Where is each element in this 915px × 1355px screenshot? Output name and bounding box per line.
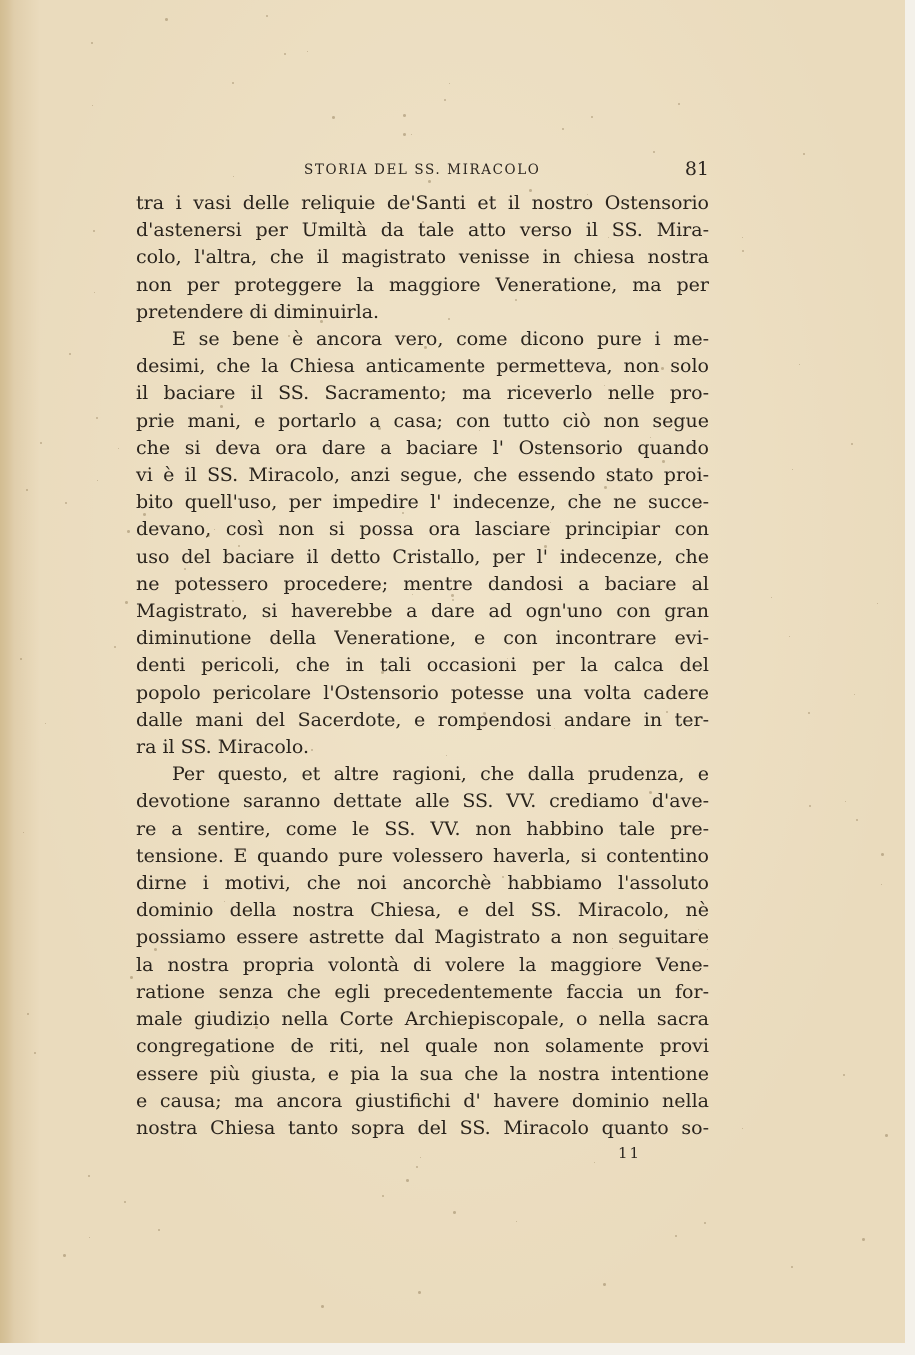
- paper-speck: [845, 801, 846, 802]
- paper-speck: [225, 995, 226, 996]
- paper-speck: [422, 221, 424, 223]
- paper-speck: [69, 353, 71, 355]
- paper-speck: [93, 230, 95, 232]
- paper-speck: [311, 749, 313, 751]
- paper-speck: [643, 858, 644, 859]
- paper-speck: [856, 819, 858, 821]
- paper-speck: [92, 105, 93, 106]
- paper-speck: [851, 443, 853, 445]
- text-line: diminutione della Veneratione, e con incontrare evi-: [136, 627, 709, 650]
- paper-speck: [377, 390, 380, 393]
- paper-speck: [118, 448, 119, 449]
- text-line: desimi, che la Chiesa anticamente permetteva, non solo: [136, 355, 709, 378]
- paper-speck: [704, 1222, 706, 1224]
- paper-speck: [114, 646, 116, 648]
- paper-speck: [289, 827, 290, 828]
- paragraph: [136, 761, 709, 1142]
- paper-speck: [516, 1221, 517, 1222]
- paper-speck: [662, 460, 665, 463]
- paper-speck: [233, 176, 234, 177]
- paper-speck: [97, 480, 98, 481]
- paper-speck: [881, 884, 882, 885]
- paper-speck: [143, 513, 146, 516]
- paper-speck: [154, 948, 157, 951]
- paper-speck: [604, 486, 607, 489]
- paper-speck: [23, 832, 24, 833]
- paper-speck: [222, 991, 223, 992]
- text-line: tra i vasi delle reliquie de'Santi et il nostro Ostensorio: [136, 192, 709, 214]
- paper-speck: [65, 502, 67, 504]
- paper-speck: [402, 512, 404, 514]
- text-line: non per proteggere la maggiore Veneratione, ma per: [136, 273, 709, 296]
- paper-speck: [403, 114, 406, 117]
- paper-speck: [332, 116, 335, 119]
- paper-speck: [692, 479, 694, 481]
- paper-speck: [125, 601, 128, 604]
- paper-speck: [96, 417, 98, 419]
- text-line: tensione. E quando pure volessero haverla, si contentino: [136, 844, 709, 867]
- text-line: d'astenersi per Umiltà da tale atto verso il SS. Mira-: [136, 219, 709, 242]
- paper-speck: [809, 805, 811, 807]
- paper-speck: [544, 545, 547, 548]
- paper-speck: [27, 1013, 29, 1015]
- paper-speck: [260, 480, 261, 481]
- paper-speck: [650, 437, 651, 438]
- paper-speck: [678, 103, 680, 105]
- paper-speck: [220, 405, 223, 408]
- page-number: 81: [684, 158, 709, 180]
- paper-speck: [495, 451, 496, 452]
- text-line: che si deva ora dare a baciare l' Ostensorio quando: [136, 436, 709, 459]
- text-line: la nostra propria volontà di volere la maggiore Vene-: [136, 953, 709, 976]
- running-header: [136, 158, 709, 184]
- paper-speck: [94, 292, 95, 293]
- paper-speck: [562, 128, 564, 130]
- paper-speck: [266, 15, 268, 17]
- paper-speck: [665, 617, 667, 619]
- paper-speck: [742, 237, 743, 238]
- paper-speck: [26, 489, 28, 491]
- text-line: prie mani, e portarlo a casa; con tutto ciò non segue: [136, 409, 709, 432]
- running-title: STORIA DEL SS. MIRACOLO: [304, 162, 541, 178]
- text-line: dirne i motivi, che noi ancorchè habbiamo l'assoluto: [136, 872, 709, 895]
- text-line: nostra Chiesa tanto sopra del SS. Miracolo quanto so-: [136, 1116, 709, 1139]
- text-line: pretendere di diminuirla.: [136, 300, 380, 323]
- paper-speck: [803, 153, 805, 155]
- paper-speck: [89, 1237, 90, 1238]
- paper-speck: [653, 151, 655, 153]
- paper-speck: [453, 1211, 456, 1214]
- paper-speck: [502, 876, 504, 878]
- paper-speck: [603, 1283, 606, 1286]
- text-line: dominio della nostra Chiesa, e del SS. Miracolo, nè: [136, 899, 709, 922]
- paper-speck: [843, 1074, 845, 1076]
- text-line: colo, l'altra, che il magistrato venisse in chiesa nostra: [136, 246, 709, 269]
- paper-speck: [862, 1238, 865, 1241]
- paper-speck: [288, 335, 290, 337]
- paper-speck: [771, 597, 772, 598]
- scan-right-margin: [905, 0, 915, 1355]
- text-line: denti pericoli, che in tali occasioni per la calca del: [136, 654, 709, 677]
- paper-speck: [406, 1179, 409, 1182]
- paper-speck: [420, 696, 423, 699]
- text-line: re a sentire, come le SS. VV. non habbino tale pre-: [136, 817, 709, 840]
- paper-speck: [629, 1025, 630, 1026]
- text-line: ne potessero procedere; mentre dandosi a baciare al: [136, 572, 709, 595]
- paper-speck: [165, 18, 168, 21]
- paper-speck: [378, 427, 381, 430]
- paper-speck: [446, 755, 447, 756]
- paper-speck: [554, 728, 555, 729]
- text-line: E se bene è ancora vero, come dicono pure i me-: [172, 328, 709, 351]
- paper-speck: [63, 1254, 66, 1257]
- scan-bottom-margin: [0, 1343, 915, 1355]
- paper-speck: [449, 83, 450, 84]
- paper-speck: [284, 53, 286, 55]
- paper-speck: [608, 237, 609, 238]
- paper-speck: [673, 1047, 675, 1049]
- paper-speck: [594, 1162, 595, 1163]
- paper-speck: [507, 658, 508, 659]
- paper-speck: [483, 712, 486, 715]
- paper-speck: [224, 901, 225, 902]
- paper-speck: [242, 827, 244, 829]
- paper-speck: [742, 1128, 743, 1129]
- text-line: popolo pericolare l'Ostensorio potesse una volta cadere: [136, 681, 709, 704]
- paper-speck: [529, 189, 532, 192]
- paper-speck: [448, 318, 450, 320]
- paper-speck: [789, 636, 790, 637]
- text-line: il baciare il SS. Sacramento; ma riceverlo nelle pro-: [136, 382, 709, 405]
- paper-speck: [378, 913, 380, 915]
- paper-speck: [698, 929, 699, 930]
- text-line: Per questo, et altre ragioni, che dalla prudenza, e: [172, 763, 709, 786]
- text-line: vi è il SS. Miracolo, anzi segue, che essendo stato proi-: [136, 464, 709, 487]
- paper-speck: [707, 949, 708, 950]
- paper-speck: [550, 522, 551, 523]
- text-line: uso del baciare il detto Cristallo, per l' indecenze, che: [136, 545, 709, 568]
- signature-mark: 11: [618, 1144, 642, 1162]
- text-line: Magistrato, si haverebbe a dare ad ogn'uno con gran: [136, 600, 709, 623]
- paper-speck: [666, 711, 668, 713]
- paper-speck: [214, 529, 215, 530]
- paper-speck: [452, 599, 454, 601]
- paper-speck: [661, 367, 664, 370]
- paper-speck: [255, 1026, 258, 1029]
- paper-speck: [792, 469, 793, 470]
- paper-speck: [358, 257, 360, 259]
- paper-speck: [321, 1305, 324, 1308]
- paper-speck: [416, 1166, 418, 1168]
- paper-speck: [591, 116, 593, 118]
- paper-speck: [444, 99, 446, 101]
- paper-speck: [451, 594, 454, 597]
- paper-speck: [411, 134, 412, 135]
- paper-speck: [885, 1134, 888, 1137]
- paper-speck: [479, 430, 480, 431]
- paper-speck: [238, 545, 240, 547]
- paper-speck: [420, 1157, 421, 1158]
- paper-speck: [515, 299, 517, 301]
- paper-speck: [428, 180, 431, 183]
- paper-speck: [412, 594, 413, 595]
- paper-speck: [20, 658, 22, 660]
- text-line: possiamo essere astrette dal Magistrato a non seguitare: [136, 926, 709, 949]
- paper-speck: [124, 1201, 126, 1203]
- paper-speck: [207, 534, 210, 537]
- paper-speck: [307, 51, 308, 52]
- paper-speck: [670, 860, 672, 862]
- text-line: devano, così non si possa ora lasciare principiar con: [136, 518, 709, 541]
- paper-speck: [424, 346, 427, 349]
- paper-speck: [145, 209, 146, 210]
- paper-speck: [881, 853, 884, 856]
- paper-speck: [604, 385, 605, 386]
- text-line: e causa; ma ancora giustifichi d' havere dominio nella: [136, 1089, 709, 1112]
- paper-speck: [320, 320, 323, 323]
- text-line: congregatione de riti, nel quale non solamente provi: [136, 1035, 709, 1058]
- paper-speck: [127, 530, 130, 533]
- paper-speck: [34, 1052, 36, 1054]
- text-line: ratione senza che egli precedentemente faccia un for-: [136, 980, 709, 1003]
- text-line: ra il SS. Miracolo.: [136, 736, 309, 759]
- paper-speck: [675, 1235, 677, 1237]
- paper-speck: [808, 712, 810, 714]
- text-line: devotione saranno dettate alle SS. VV. crediamo d'ave-: [136, 790, 709, 813]
- paper-speck: [403, 133, 406, 136]
- paper-speck: [568, 504, 569, 505]
- paper-speck: [91, 42, 93, 44]
- paper-speck: [587, 194, 588, 195]
- paper-speck: [184, 568, 186, 570]
- paper-speck: [40, 442, 42, 444]
- paper-speck: [612, 948, 613, 949]
- paper-speck: [232, 600, 234, 602]
- paper-speck: [88, 1175, 90, 1177]
- paper-speck: [854, 694, 855, 695]
- text-line: bito quell'uso, per impedire l' indecenze, che ne succe-: [136, 491, 709, 514]
- paper-speck: [418, 1291, 421, 1294]
- paper-speck: [877, 603, 878, 604]
- page-left-edge-shadow: [0, 0, 14, 1355]
- paper-speck: [791, 1266, 793, 1268]
- paper-speck: [649, 791, 652, 794]
- paper-speck: [595, 663, 596, 664]
- paper-speck: [451, 568, 452, 569]
- paper-speck: [382, 1195, 384, 1197]
- paper-speck: [742, 250, 744, 252]
- paper-speck: [130, 976, 133, 979]
- body-text: [136, 190, 709, 1142]
- paper-speck: [232, 82, 234, 84]
- paper-speck: [381, 671, 384, 674]
- paragraph: [136, 190, 709, 326]
- paper-speck: [799, 364, 800, 365]
- paper-speck: [138, 232, 139, 233]
- text-line: essere più giusta, e pia la sua che la nostra intentione: [136, 1062, 709, 1085]
- text-line: male giudizio nella Corte Archiepiscopale, o nella sacra: [136, 1008, 709, 1031]
- paper-speck: [45, 723, 46, 724]
- paper-speck: [158, 1229, 160, 1231]
- text-line: dalle mani del Sacerdote, e rompendosi andare in ter-: [136, 708, 709, 731]
